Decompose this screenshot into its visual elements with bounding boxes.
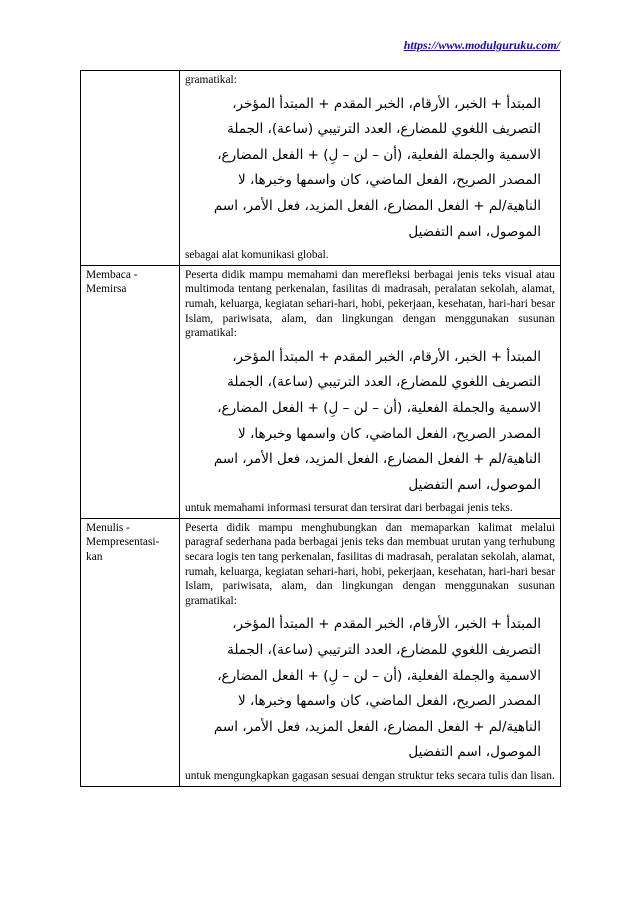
table-row [81,265,561,518]
row-label-cell [81,265,180,518]
curriculum-table [80,70,561,787]
arabic-grammar-list [195,345,541,499]
arabic-line: الناهية/لم + الفعل المضارع، الفعل المزيد، فعل الأمر، اسم [213,718,541,735]
arabic-line: الناهية/لم + الفعل المضارع، الفعل المزيد، فعل الأمر، اسم [213,197,541,214]
arabic-line: الاسمية والجملة الفعلية، (أن – لن – لِ) + الفعل المضارع، [217,146,541,163]
arabic-line: الاسمية والجملة الفعلية، (أن – لن – لِ) + الفعل المضارع، [217,667,541,684]
arabic-line: التصريف اللغوي للمضارع، العدد الترتيبي (ساعة)، الجملة [227,374,541,391]
table-row [81,518,561,786]
row-content-cell [180,265,561,518]
row-intro-text: Peserta didik mampu menghubungkan dan memaparkan kalimat melalui paragraf sederhana pada berbagai jenis teks dan membuat urutan yang terhubung secara logis ten tang perkenalan, fasilitas di madrasah, peralatan sekolah, alamat, rumah, keluarga, kegiatan sehari-hari, hobi, pekerjaan, kesehatan, hari-hari besar Islam, pariwisata, alam, dan lingkungan dengan menggunakan susunan gramatikal: [185,521,555,607]
arabic-grammar-list [195,612,541,766]
table-row [81,71,561,266]
arabic-line: الاسمية والجملة الفعلية، (أن – لن – لِ) + الفعل المضارع، [217,399,541,416]
arabic-line: الموصول، اسم التفضيل [408,476,541,493]
row-label: Menulis - Mempresentasi-kan [86,521,160,564]
header-url-link[interactable]: https://www.modulguruku.com/ [403,38,560,52]
arabic-line: المبتدأ + الخبر، الأرقام، الخبر المقدم + المبتدأ المؤخر، [232,616,541,633]
row-outro-text: untuk mengungkapkan gagasan sesuai dengan struktur teks secara tulis dan lisan. [185,770,555,782]
row-label-cell [81,518,180,786]
row-content-cell [180,518,561,786]
arabic-line: المبتدأ + الخبر، الأرقام، الخبر المقدم + المبتدأ المؤخر، [232,95,541,112]
arabic-line: الناهية/لم + الفعل المضارع، الفعل المزيد، فعل الأمر، اسم [213,451,541,468]
row-outro-text: sebagai alat komunikasi global. [185,249,329,262]
row-label: Membaca - Memirsa [86,268,138,296]
arabic-line: الموصول، اسم التفضيل [408,223,541,240]
arabic-line: المصدر الصريح، الفعل الماضي، كان واسمها وخبرها، لا [237,172,541,189]
row-label-cell [81,71,180,266]
row-intro-text: gramatikal: [185,74,237,86]
arabic-line: التصريف اللغوي للمضارع، العدد الترتيبي (ساعة)، الجملة [227,642,541,659]
arabic-line: المصدر الصريح، الفعل الماضي، كان واسمها وخبرها، لا [237,425,541,442]
arabic-line: المبتدأ + الخبر، الأرقام، الخبر المقدم + المبتدأ المؤخر، [232,348,541,365]
row-outro-text: untuk memahami informasi tersurat dan tersirat dari berbagai jenis teks. [185,502,513,515]
arabic-line: المصدر الصريح، الفعل الماضي، كان واسمها وخبرها، لا [237,693,541,710]
row-content-cell [180,71,561,266]
arabic-line: الموصول، اسم التفضيل [408,744,541,761]
arabic-line: التصريف اللغوي للمضارع، العدد الترتيبي (ساعة)، الجملة [227,121,541,138]
arabic-grammar-list [195,92,541,246]
row-intro-text: Peserta didik mampu memahami dan merefleksi berbagai jenis teks visual atau multimoda tentang perkenalan, fasilitas di madrasah, peralatan sekolah, alamat, rumah, keluarga, kegiatan sehari-hari, hobi, pekerjaan, kesehatan, hari-hari besar Islam, pariwisata, alam, dan lingkungan dengan menggunakan susunan gramatikal: [185,268,555,340]
